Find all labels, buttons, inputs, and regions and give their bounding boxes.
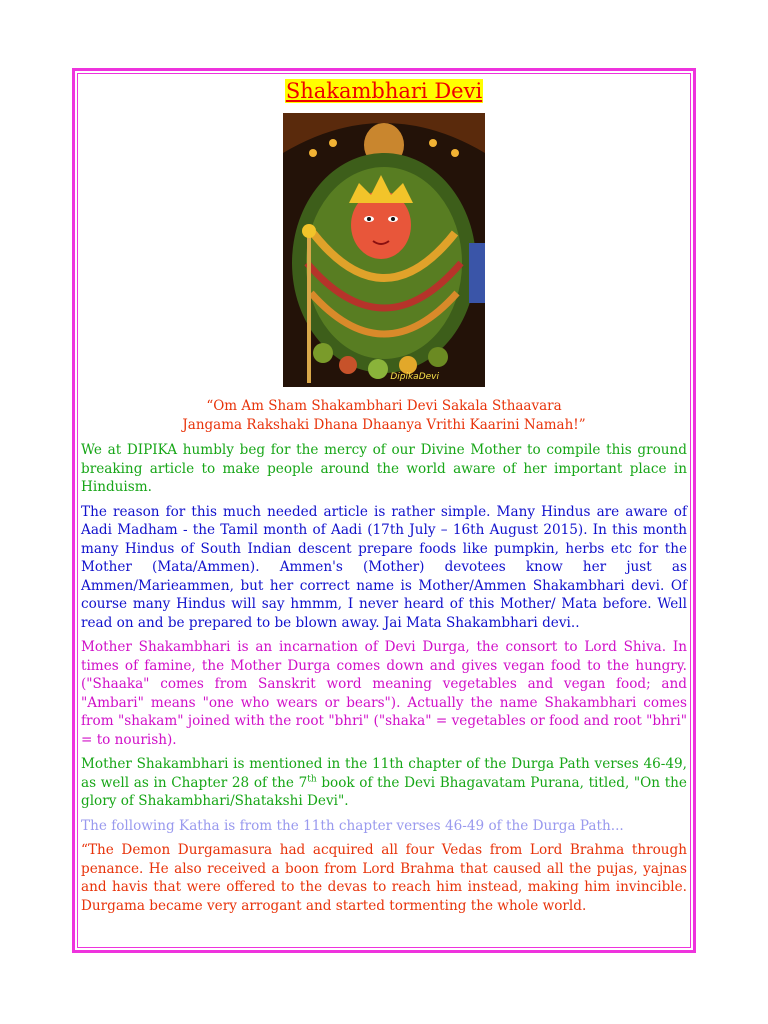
image-watermark: DipikaDevi <box>390 372 439 382</box>
deity-image <box>283 113 485 387</box>
paragraph-reason: The reason for this much needed article is rather simple. Many Hindus are aware of Aadi Madham - the Tamil month of Aadi (17th July – 16th August 2015). In this month many Hindus of South Indian descent prepare foods like pumpkin, herbs etc for the Mother (Mata/Ammen). Ammen's (Mother) devotees know her just as Ammen/Marieammen, but her correct name is Mother/Ammen Shakambhari devi. Of course many Hindus will say hmmm, I never heard of this Mother/ Mata before. Well read on and be prepared to be blown away. Jai Mata Shakambhari devi.. <box>81 503 687 631</box>
paragraph-scripture-part-2: book of the Devi Bhagavatam Purana, titled, "On the glory of Shakambhari/Shatakshi Devi". <box>81 774 687 809</box>
page-title-text: Shakambhari Devi <box>285 79 483 103</box>
superscript-th: th <box>307 773 317 784</box>
paragraph-katha: “The Demon Durgamasura had acquired all four Vedas from Lord Brahma through penance. He also received a boon from Lord Brahma that caused all the pujas, yajnas and havis that were offered to the devas to reach him instead, making him invincible. Durgama became very arrogant and started tormenting the whole world. <box>81 842 687 914</box>
document-content <box>81 77 687 921</box>
paragraph-katha-intro: The following Katha is from the 11th chapter verses 46-49 of the Durga Path... <box>81 817 624 834</box>
mantra <box>81 397 687 435</box>
page-border <box>72 68 696 953</box>
mantra-line-2: Jangama Rakshaki Dhana Dhaanya Vrithi Kaarini Namah!” <box>182 417 586 433</box>
page-title <box>81 77 687 103</box>
mantra-line-1: “Om Am Sham Shakambhari Devi Sakala Sthaavara <box>206 398 562 414</box>
paragraph-scripture-part-1: Mother Shakambhari is mentioned in the 11th chapter of the Durga Path verses 46-49, as well as in Chapter 28 of the 7 <box>81 756 687 791</box>
paragraph-incarnation: Mother Shakambhari is an incarnation of Devi Durga, the consort to Lord Shiva. In times of famine, the Mother Durga comes down and gives vegan food to the hungry. ("Shaaka" comes from Sanskrit word meaning vegetables and vegan food; and "Ambari" means "one who wears or bears"). Actually the name Shakambhari comes from "shakam" joined with the root "bhri" ("shaka" = vegetables or food and root "bhri" = to nourish). <box>81 639 687 748</box>
paragraph-intro: We at DIPIKA humbly beg for the mercy of our Divine Mother to compile this ground breaking article to make people around the world aware of her important place in Hinduism. <box>81 442 687 495</box>
paragraph-scripture <box>81 755 687 811</box>
deity-illustration <box>283 113 485 387</box>
